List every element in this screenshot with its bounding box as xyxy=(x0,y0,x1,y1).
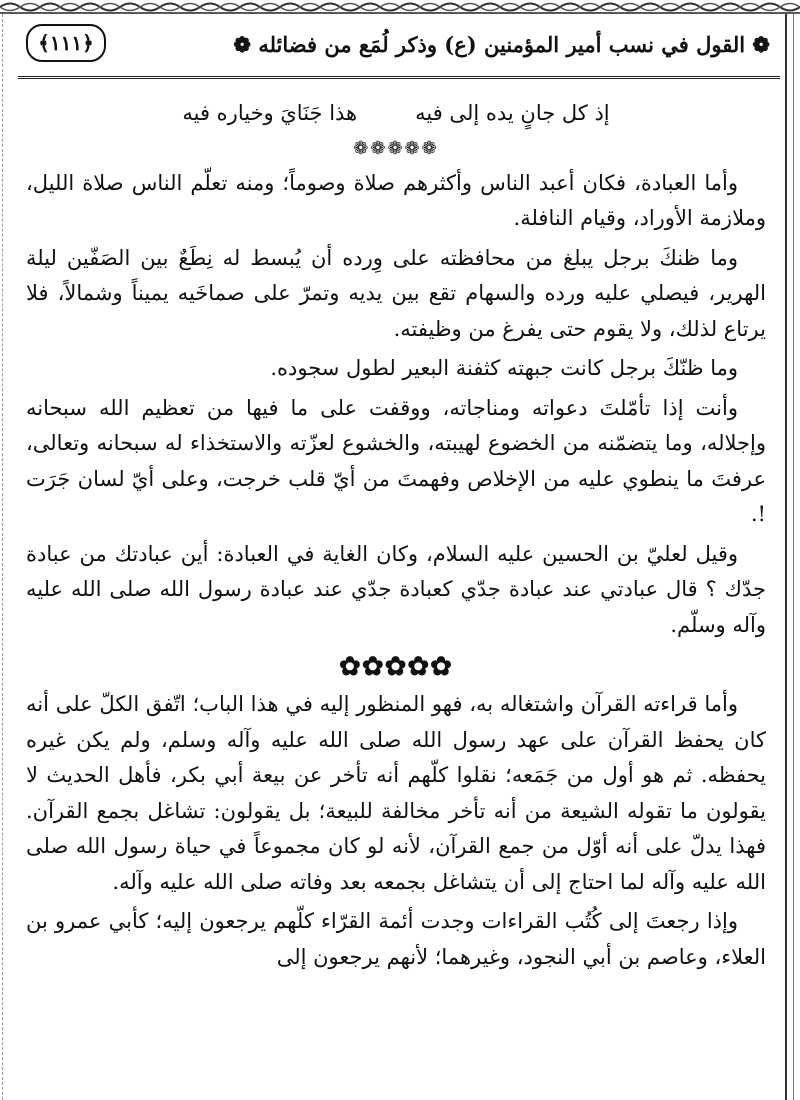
right-margin-rule xyxy=(785,14,794,1100)
poetry-verse xyxy=(26,96,766,132)
paragraph-worship: وأما العبادة، فكان أعبد الناس وأكثرهم صلاة وصوماً؛ ومنه تعلّم الناس صلاة الليل، وملازمة الأوراد، وقيام النافلة. xyxy=(26,170,766,230)
page-number-badge: ﴿١١١﴾ xyxy=(26,24,106,62)
page-header xyxy=(18,18,780,79)
flower-separator-large: ✿✿✿✿✿ xyxy=(339,652,453,682)
paragraph-supplications: وأنت إذا تأمّلتَ دعواته ومناجاته، ووقفت على ما فيها من تعظيم الله سبحانه وإجلاله، وما يتضمّنه من الخضوع لهيبته، والخشوع لعزّته والاستخذاء له سبحانه وتعالى، عرفتَ ما ينطوي عليه من الإخلاص وفهمتَ من أيّ قلب خرجت، وعلى أيّ لسان جَرَت !. xyxy=(26,395,766,526)
flower-separator-small: ❁❁❁❁❁ xyxy=(353,137,439,159)
paragraph-qiraat: وإذا رجعتَ إلى كُتُب القراءات وجدت أئمة القرّاء كلّهم يرجعون إليه؛ كأبي عمرو بن العلاء، وعاصم بن أبي النجود، وغيرهما؛ لأنهم يرجعون إلى xyxy=(26,909,766,969)
chapter-title: ❁ القول في نسب أمير المؤمنين (ع) وذكر لُمَع من فضائله ❁ xyxy=(233,32,770,57)
page-body xyxy=(26,92,766,975)
verse-hemistich-left: هذا جَنَايَ وخياره فيه xyxy=(182,101,358,125)
verse-hemistich-right: إذ كل جانٍ يده إلى فيه xyxy=(415,101,610,125)
ornamental-top-border xyxy=(0,0,800,14)
left-margin-rule xyxy=(2,14,9,1100)
paragraph-sujud: وما ظنّكَ برجل كانت جبهته كثفنة البعير لطول سجوده. xyxy=(270,356,738,380)
paragraph-wird: وما ظنكَ برجل يبلغ من محافظته على وِرده أن يُبسط له نِطَعٌ بين الصَفّين ليلة الهرير، فيصلي عليه ورده والسهام تقع بين يديه وتمرّ على صماخَيه يميناً وشمالاً، فلا يرتاع لذلك، ولا يقوم حتى يفرغ من وظيفته. xyxy=(26,245,766,341)
paragraph-quran-reading: وأما قراءته القرآن واشتغاله به، فهو المنظور إليه في هذا الباب؛ اتّفق الكلّ على أنه كان يحفظ القرآن على عهد رسول الله صلى الله عليه وآله وسلم، ولم يكن غيره يحفظه. ثم هو أول من جَمَعه؛ نقلوا كلّهم أنه تأخر عن بيعة أبي بكر، فأهل الحديث لا يقولون ما تقوله الشيعة من أنه تأخر مخالفة للبيعة؛ بل يقولون: تشاغل بجمع القرآن. فهذا يدلّ على أنه أوّل من جمع القرآن، لأنه لو كان مجموعاً في حياة رسول الله صلى الله عليه وآله لما احتاج إلى أن يتشاغل بجمعه بعد وفاته صلى الله عليه وآله. xyxy=(26,692,766,894)
paragraph-ali-ibn-husayn: وقيل لعليّ بن الحسين عليه السلام، وكان الغاية في العبادة: أين عبادتك من عبادة جدّك ؟ قال عبادتي عند عبادة جدّي كعبادة جدّي عند عبادة رسول الله صلى الله عليه وآله وسلّم. xyxy=(26,541,766,637)
